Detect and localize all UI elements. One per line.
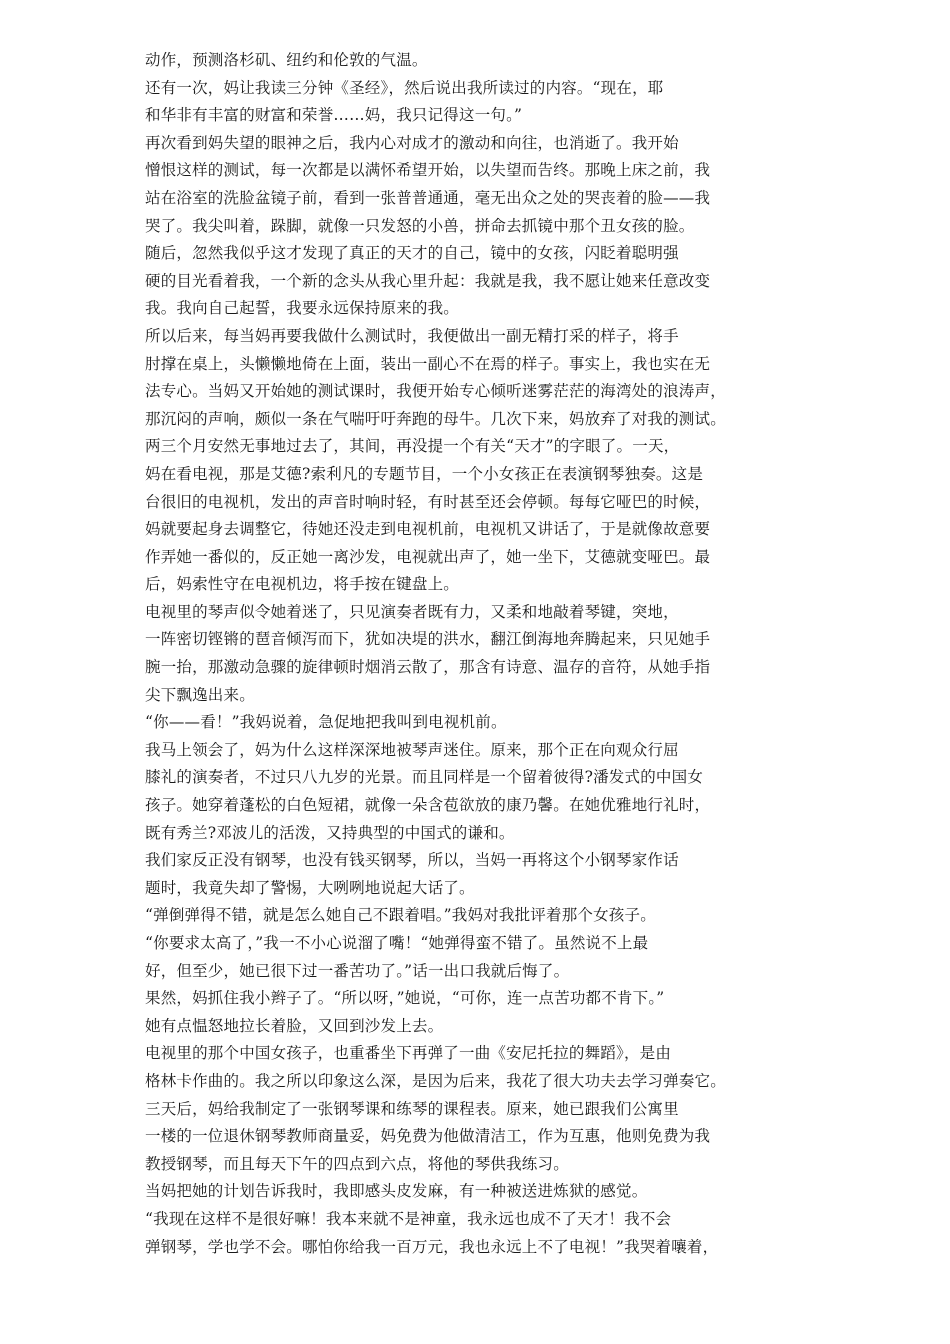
text-line: 腕一抬，那激动急骤的旋律顿时烟消云散了，那含有诗意、温存的音符，从她手指 (145, 658, 711, 677)
text-line: 再次看到妈失望的眼神之后，我内心对成才的激动和向往，也消逝了。我开始 (145, 133, 679, 152)
text-line: 我们家反正没有钢琴，也没有钱买钢琴，所以，当妈一再将这个小钢琴家作话 (145, 851, 679, 870)
text-line: 还有一次，妈让我读三分钟《圣经》，然后说出我所读过的内容。“现在，耶 (145, 78, 664, 97)
text-line: 电视里的那个中国女孩子，也重番坐下再弹了一曲《安尼托拉的舞蹈》，是由 (145, 1044, 672, 1063)
text-line: “你——看！”我妈说着，急促地把我叫到电视机前。 (145, 713, 507, 732)
text-line: 题时，我竟失却了警惕，大咧咧地说起大话了。 (145, 878, 475, 897)
text-line: 一楼的一位退休钢琴教师商量妥，妈免费为他做清洁工，作为互惠，他则免费为我 (145, 1127, 711, 1146)
text-line: 哭了。我尖叫着，跺脚，就像一只发怒的小兽，拼命去抓镜中那个丑女孩的脸。 (145, 216, 695, 235)
document-text-body (145, 47, 785, 1261)
text-line: 那沉闷的声响，颇似一条在气喘吁吁奔跑的母牛。几次下来，妈放弃了对我的测试。 (145, 409, 726, 428)
text-line: 她有点愠怒地拉长着脸，又回到沙发上去。 (145, 1016, 444, 1035)
text-line: 憎恨这样的测试，每一次都是以满怀希望开始，以失望而告终。那晚上床之前，我 (145, 161, 711, 180)
text-line: 格林卡作曲的。我之所以印象这么深，是因为后来，我花了很大功夫去学习弹奏它。 (145, 1071, 726, 1090)
text-line: 果然，妈抓住我小辫子了。“所以呀，”她说，“可你，连一点苦功都不肯下。” (145, 989, 665, 1008)
text-line: 既有秀兰?邓波儿的活泼，又持典型的中国式的谦和。 (145, 823, 515, 842)
text-line: 教授钢琴，而且每天下午的四点到六点，将他的琴供我练习。 (145, 1154, 569, 1173)
text-line: 硬的目光看着我，一个新的念头从我心里升起：我就是我，我不愿让她来任意改变 (145, 271, 711, 290)
text-line: 妈在看电视，那是艾德?索利凡的专题节目，一个小女孩正在表演钢琴独奏。这是 (145, 464, 704, 483)
text-line: 妈就要起身去调整它，待她还没走到电视机前，电视机又讲话了，于是就像故意要 (145, 520, 711, 539)
text-line: 法专心。当妈又开始她的测试课时，我便开始专心倾听迷雾茫茫的海湾处的浪涛声， (145, 382, 726, 401)
text-line: 弹钢琴，学也学不会。哪怕你给我一百万元，我也永远上不了电视！”我哭着嚷着， (145, 1237, 719, 1256)
text-line: 站在浴室的洗脸盆镜子前，看到一张普普通通，毫无出众之处的哭丧着的脸——我 (145, 188, 711, 207)
text-line: 好，但至少，她已很下过一番苦功了。”话一出口我就后悔了。 (145, 961, 570, 980)
text-line: 作弄她一番似的，反正她一离沙发，电视就出声了，她一坐下，艾德就变哑巴。最 (145, 547, 711, 566)
text-line: 我马上领会了，妈为什么这样深深地被琴声迷住。原来，那个正在向观众行屈 (145, 740, 679, 759)
text-line: 一阵密切铿锵的琶音倾泻而下，犹如决堤的洪水，翻江倒海地奔腾起来，只见她手 (145, 630, 711, 649)
text-line: 我。我向自己起誓，我要永远保持原来的我。 (145, 299, 460, 318)
text-line: 两三个月安然无事地过去了，其间，再没提一个有关“天才”的字眼了。一天， (145, 437, 680, 456)
text-line: 随后，忽然我似乎这才发现了真正的天才的自己，镜中的女孩，闪眨着聪明强 (145, 244, 679, 263)
text-line: 电视里的琴声似令她着迷了，只见演奏者既有力，又柔和地敲着琴键，突地， (145, 602, 679, 621)
text-line: “弹倒弹得不错，就是怎么她自己不跟着唱。”我妈对我批评着那个女孩子。 (145, 906, 656, 925)
text-line: 肘撑在桌上，头懒懒地倚在上面，装出一副心不在焉的样子。事实上，我也实在无 (145, 354, 711, 373)
text-line: 孩子。她穿着蓬松的白色短裙，就像一朵含苞欲放的康乃馨。在她优雅地行礼时， (145, 796, 711, 815)
text-line: 当妈把她的计划告诉我时，我即感头皮发麻，有一种被送进炼狱的感觉。 (145, 1182, 648, 1201)
text-line: 和华非有丰富的财富和荣誉……妈，我只记得这一句。” (145, 106, 523, 125)
text-line: 后，妈索性守在电视机边，将手按在键盘上。 (145, 575, 460, 594)
text-line: 所以后来，每当妈再要我做什么测试时，我便做出一副无精打采的样子，将手 (145, 326, 679, 345)
text-line: 动作，预测洛杉矶、纽约和伦敦的气温。 (145, 51, 428, 69)
text-line: 膝礼的演奏者，不过只八九岁的光景。而且同样是一个留着彼得?潘发式的中国女 (145, 768, 704, 787)
text-line: 台很旧的电视机，发出的声音时响时轻，有时甚至还会停顿。每每它哑巴的时候， (145, 492, 711, 511)
text-line: “你要求太高了，”我一不小心说溜了嘴！“她弹得蛮不错了。虽然说不上最 (145, 934, 649, 952)
text-line: 尖下飘逸出来。 (145, 685, 255, 704)
text-line: “我现在这样不是很好嘛！我本来就不是神童，我永远也成不了天才！我不会 (145, 1209, 672, 1228)
text-line: 三天后，妈给我制定了一张钢琴课和练琴的课程表。原来，她已跟我们公寓里 (145, 1099, 679, 1118)
